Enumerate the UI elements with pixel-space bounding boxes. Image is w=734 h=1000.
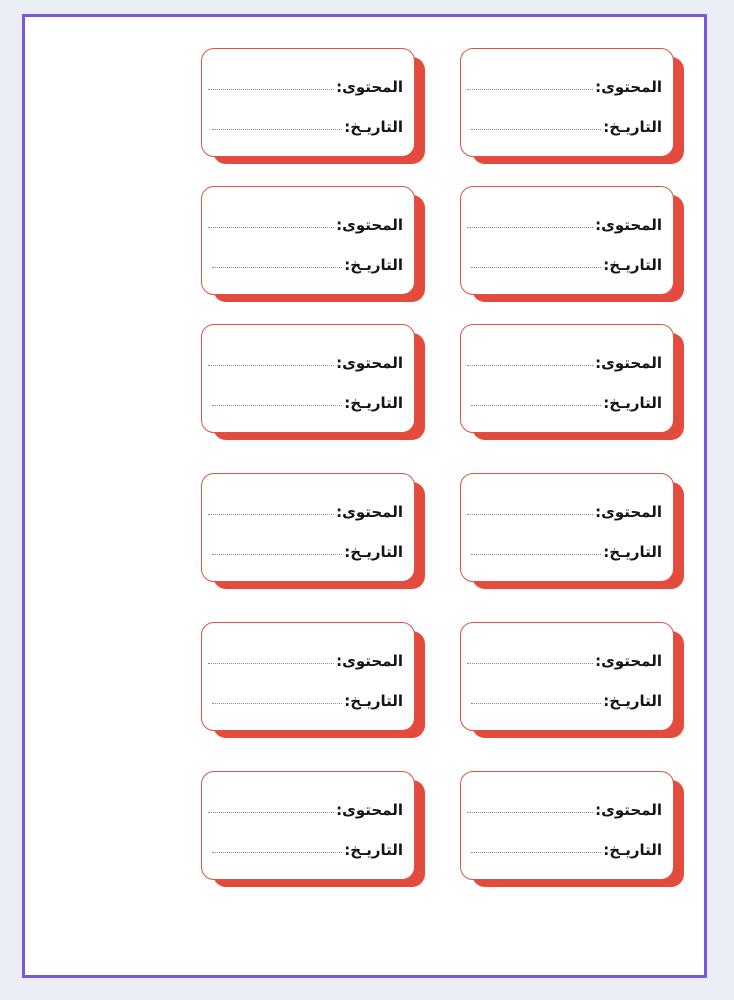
content-label: المحتوى: xyxy=(336,801,403,819)
content-row xyxy=(467,353,662,373)
content-label: المحتوى: xyxy=(595,652,662,670)
content-fill-line xyxy=(208,89,334,90)
content-label: المحتوى: xyxy=(595,78,662,96)
date-fill-line xyxy=(471,554,601,555)
storage-label xyxy=(201,771,427,889)
storage-label xyxy=(460,324,686,442)
date-fill-line xyxy=(471,129,601,130)
content-row xyxy=(467,502,662,522)
label-card xyxy=(460,186,674,295)
content-fill-line xyxy=(208,514,334,515)
storage-label xyxy=(460,771,686,889)
content-row xyxy=(208,77,403,97)
date-label: التاريـخ: xyxy=(603,841,662,859)
date-label: التاريـخ: xyxy=(603,118,662,136)
label-card xyxy=(460,324,674,433)
content-label: المحتوى: xyxy=(595,503,662,521)
content-label: المحتوى: xyxy=(336,78,403,96)
content-row xyxy=(467,215,662,235)
date-fill-line xyxy=(212,129,342,130)
date-row xyxy=(467,840,662,860)
date-row xyxy=(467,691,662,711)
date-fill-line xyxy=(471,852,601,853)
content-row xyxy=(467,77,662,97)
document-page xyxy=(22,14,707,978)
content-row xyxy=(208,800,403,820)
content-row xyxy=(467,800,662,820)
content-fill-line xyxy=(208,227,334,228)
content-label: المحتوى: xyxy=(336,503,403,521)
date-row xyxy=(208,393,403,413)
date-fill-line xyxy=(212,852,342,853)
date-fill-line xyxy=(212,405,342,406)
date-fill-line xyxy=(212,267,342,268)
date-row xyxy=(208,542,403,562)
label-card xyxy=(201,622,415,731)
label-card xyxy=(201,48,415,157)
content-fill-line xyxy=(208,812,334,813)
date-label: التاريـخ: xyxy=(344,841,403,859)
date-fill-line xyxy=(212,703,342,704)
label-card xyxy=(460,771,674,880)
content-row xyxy=(208,215,403,235)
date-label: التاريـخ: xyxy=(603,543,662,561)
date-row xyxy=(208,691,403,711)
date-fill-line xyxy=(471,405,601,406)
content-fill-line xyxy=(467,514,593,515)
date-row xyxy=(467,393,662,413)
date-row xyxy=(467,117,662,137)
content-label: المحتوى: xyxy=(595,801,662,819)
content-label: المحتوى: xyxy=(336,354,403,372)
date-row xyxy=(208,117,403,137)
date-label: التاريـخ: xyxy=(603,256,662,274)
label-card xyxy=(201,186,415,295)
storage-label xyxy=(460,473,686,591)
date-row xyxy=(208,255,403,275)
label-card xyxy=(460,622,674,731)
label-card xyxy=(460,48,674,157)
content-fill-line xyxy=(208,365,334,366)
content-label: المحتوى: xyxy=(595,354,662,372)
date-fill-line xyxy=(471,267,601,268)
storage-label xyxy=(201,186,427,304)
date-row xyxy=(467,542,662,562)
content-row xyxy=(208,353,403,373)
content-fill-line xyxy=(467,365,593,366)
storage-label xyxy=(460,48,686,166)
date-fill-line xyxy=(212,554,342,555)
date-label: التاريـخ: xyxy=(344,256,403,274)
content-fill-line xyxy=(467,663,593,664)
date-label: التاريـخ: xyxy=(344,394,403,412)
label-card xyxy=(460,473,674,582)
date-label: التاريـخ: xyxy=(603,692,662,710)
date-fill-line xyxy=(471,703,601,704)
storage-label xyxy=(201,324,427,442)
date-row xyxy=(208,840,403,860)
date-label: التاريـخ: xyxy=(603,394,662,412)
content-label: المحتوى: xyxy=(595,216,662,234)
content-fill-line xyxy=(467,227,593,228)
content-row xyxy=(467,651,662,671)
content-row xyxy=(208,502,403,522)
label-card xyxy=(201,473,415,582)
storage-label xyxy=(460,622,686,740)
date-label: التاريـخ: xyxy=(344,543,403,561)
storage-label xyxy=(201,622,427,740)
label-card xyxy=(201,771,415,880)
content-fill-line xyxy=(208,663,334,664)
content-fill-line xyxy=(467,89,593,90)
storage-label xyxy=(460,186,686,304)
storage-label xyxy=(201,48,427,166)
content-row xyxy=(208,651,403,671)
date-row xyxy=(467,255,662,275)
storage-label xyxy=(201,473,427,591)
date-label: التاريـخ: xyxy=(344,692,403,710)
content-label: المحتوى: xyxy=(336,216,403,234)
label-card xyxy=(201,324,415,433)
content-label: المحتوى: xyxy=(336,652,403,670)
date-label: التاريـخ: xyxy=(344,118,403,136)
content-fill-line xyxy=(467,812,593,813)
